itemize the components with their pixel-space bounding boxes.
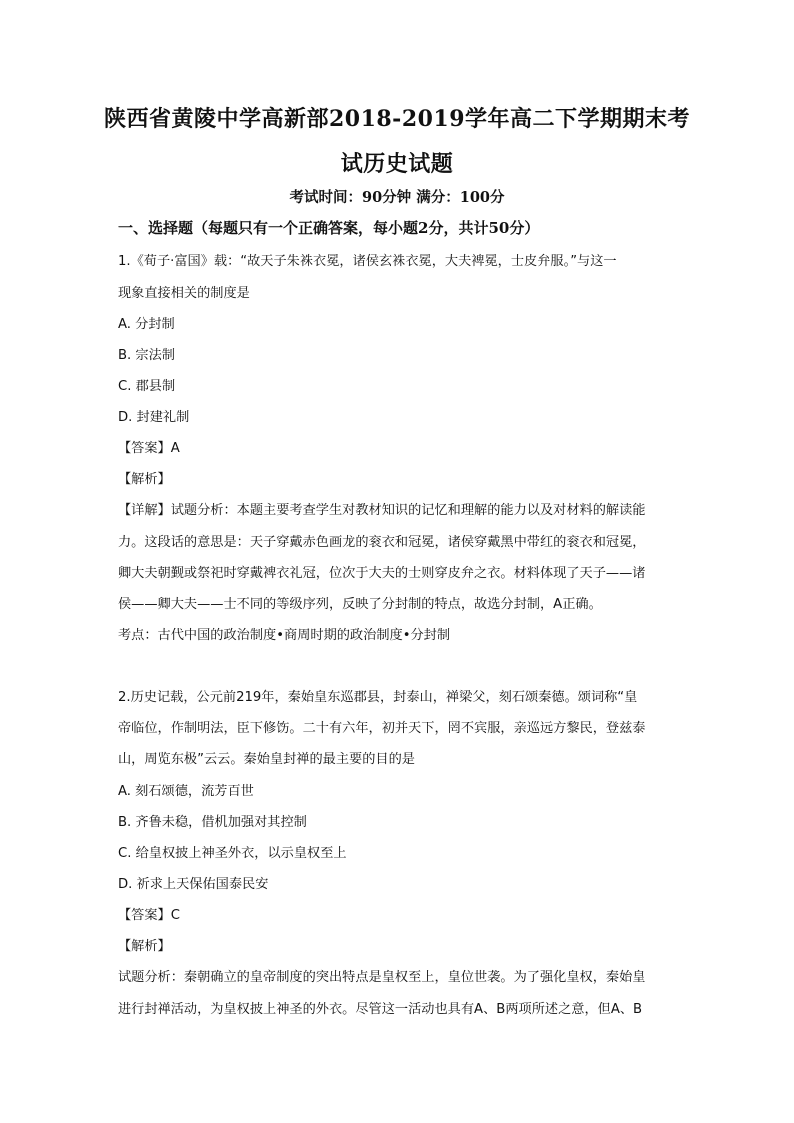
q1-option-b: B. 宗法制 bbox=[118, 348, 175, 363]
q2-option-a: A. 刻石颂德，流芳百世 bbox=[118, 784, 254, 799]
q1-option-a: A. 分封制 bbox=[118, 317, 175, 332]
exam-title-line1: 陕西省黄陵中学高新部2018-2019学年高二下学期期末考 bbox=[103, 106, 691, 132]
q1-detail-line4: 侯——卿大夫——士不同的等级序列，反映了分封制的特点，故选分封制，A正确。 bbox=[118, 597, 602, 612]
q1-stem-line2: 现象直接相关的制度是 bbox=[118, 286, 250, 301]
q1-analysis-label: 【解析】 bbox=[118, 472, 171, 487]
q2-stem-line3: 山，周览东极”云云。秦始皇封禅的最主要的目的是 bbox=[118, 752, 415, 767]
q1-stem-line1: 1.《荀子·富国》载：“故天子朱袾衣冕，诸侯玄袾衣冕，大夫裨冕，士皮弁服。”与这一 bbox=[118, 254, 617, 269]
q1-detail-line3: 卿大夫朝觐或祭祀时穿戴裨衣礼冠，位次于大夫的士则穿皮弁之衣。材料体现了天子——诸 bbox=[118, 566, 646, 581]
q1-detail-line2: 力。这段话的意思是：天子穿戴赤色画龙的衮衣和冠冕，诸侯穿戴黑中带红的衮衣和冠冕， bbox=[118, 535, 646, 550]
q2-analysis-label: 【解析】 bbox=[118, 939, 171, 954]
section-heading: 一、选择题（每题只有一个正确答案，每小题2分，共计50分） bbox=[118, 219, 540, 237]
exam-title-line2: 试历史试题 bbox=[340, 151, 454, 177]
q2-detail-line1: 试题分析：秦朝确立的皇帝制度的突出特点是皇权至上，皇位世袭。为了强化皇权，秦始皇 bbox=[118, 970, 646, 985]
q2-option-d: D. 祈求上天保佑国泰民安 bbox=[118, 877, 269, 892]
q1-answer: 【答案】A bbox=[118, 441, 180, 456]
q2-option-b: B. 齐鲁未稳，借机加强对其控制 bbox=[118, 815, 307, 830]
q2-stem-line1: 2.历史记载，公元前219年，秦始皇东巡郡县，封泰山，禅梁父，刻石颂秦德。颂词称“皇 bbox=[118, 690, 638, 705]
q1-detail-line1: 【详解】试题分析：本题主要考查学生对教材知识的记忆和理解的能力以及对材料的解读能 bbox=[118, 503, 646, 518]
q1-option-d: D. 封建礼制 bbox=[118, 410, 190, 425]
q2-answer: 【答案】C bbox=[118, 908, 180, 923]
q1-knowledge-point: 考点：古代中国的政治制度•商周时期的政治制度•分封制 bbox=[118, 628, 451, 643]
q2-option-c: C. 给皇权披上神圣外衣，以示皇权至上 bbox=[118, 846, 347, 861]
exam-info: 考试时间：90分钟 满分：100分 bbox=[289, 189, 505, 206]
q2-stem-line2: 帝临位，作制明法，臣下修饬。二十有六年，初并天下，罔不宾服，亲巡远方黎民，登兹泰 bbox=[118, 721, 646, 736]
q1-option-c: C. 郡县制 bbox=[118, 379, 176, 394]
q2-detail-line2: 进行封禅活动，为皇权披上神圣的外衣。尽管这一活动也具有A、B两项所述之意，但A、B bbox=[118, 1002, 643, 1017]
